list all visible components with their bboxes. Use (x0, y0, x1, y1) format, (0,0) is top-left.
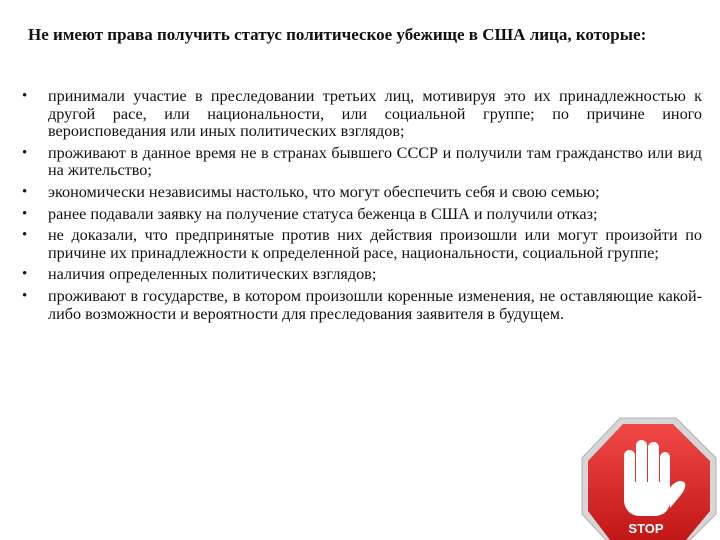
stop-sign-icon (580, 416, 720, 540)
bullet-icon: • (22, 183, 28, 200)
bullet-icon: • (22, 88, 28, 104)
list-item-text: ранее подавали заявку на получение статуса беженца в США и получили отказ; (48, 204, 598, 223)
page-heading: Не имеют права получить статус политическое убежище в США лица, которые: (28, 25, 647, 44)
list-item-text: не доказали, что предпринятые против них действия произошли или могут произойти по причине их принадлежности к определенной расе, национальности, социальной группе; (48, 226, 702, 262)
list-item (18, 266, 702, 284)
list-item-text: экономически независимы настолько, что могут обеспечить себя и свою семью; (48, 182, 600, 201)
list-item (18, 288, 702, 323)
bullet-icon: • (22, 287, 28, 304)
list-item-text: проживают в государстве, в котором произошли коренные изменения, не оставляющие какой-либо возможности и вероятности для преследования заявителя в будущем. (48, 286, 702, 323)
bullet-icon: • (22, 205, 28, 222)
bullet-icon: • (22, 227, 28, 244)
bullet-icon: • (22, 144, 28, 161)
stop-label: STOP (628, 521, 664, 536)
conditions-list (18, 88, 702, 327)
list-item (18, 88, 702, 141)
list-item-text: принимали участие в преследовании третьих лиц, мотивируя это их принадлежностью к другой расе, или национальности, или социальной группе; по причине иного вероисповедания или иных политических взглядов; (48, 87, 702, 141)
list-item (18, 206, 702, 224)
list-item (18, 227, 702, 262)
list-item (18, 184, 702, 202)
bullet-icon: • (22, 266, 28, 283)
list-item (18, 145, 702, 180)
list-item-text: наличия определенных политических взглядов; (48, 265, 377, 284)
list-item-text: проживают в данное время не в странах бывшего СССР и получили там гражданство или вид на жительство; (48, 143, 702, 180)
